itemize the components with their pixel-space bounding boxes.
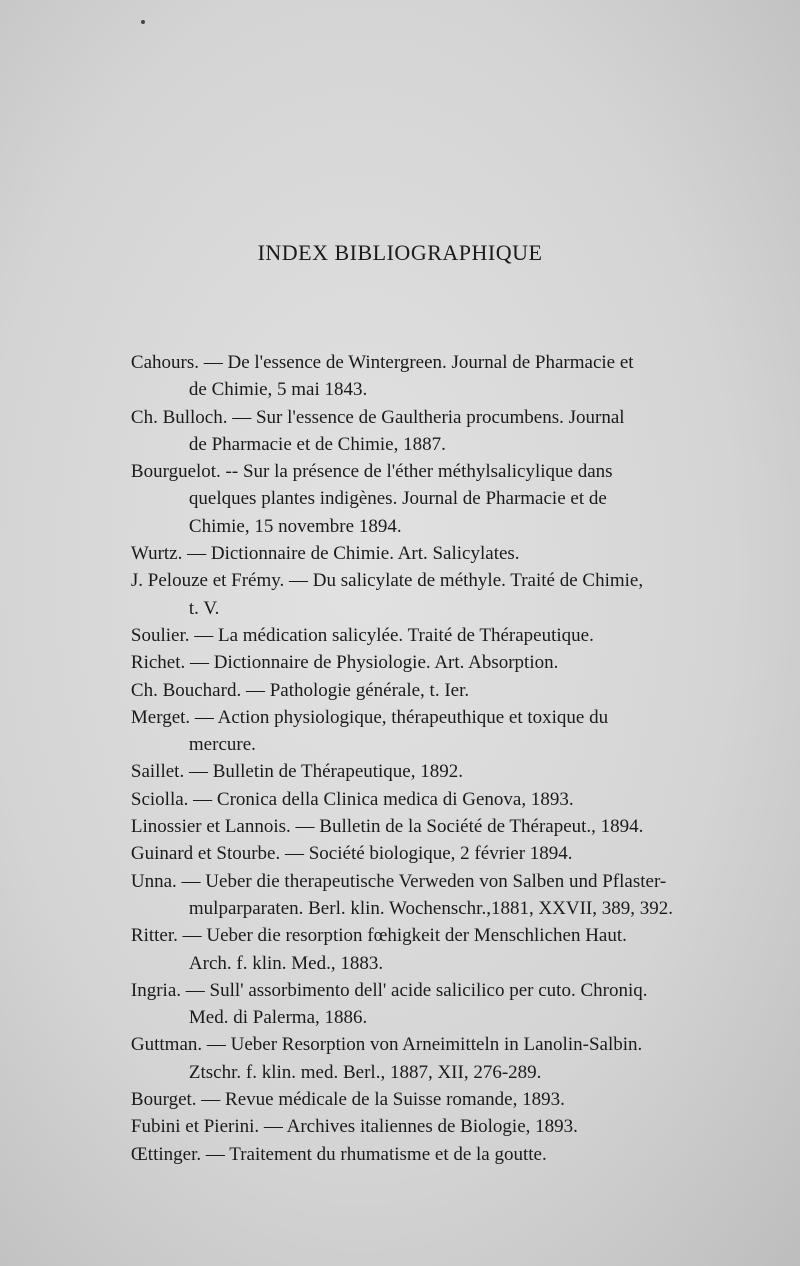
entry-line: Chimie, 15 novembre 1894. <box>188 515 402 537</box>
entry-line: de Pharmacie et de Chimie, 1887. <box>188 433 446 455</box>
entry-line: de Chimie, 5 mai 1843. <box>188 379 368 401</box>
entry-line: Arch. f. klin. Med., 1883. <box>188 952 384 974</box>
list-item <box>131 649 759 676</box>
entry-line: mulparparaten. Berl. klin. Wochenschr.,1881, XXVII, 389, 392. <box>188 897 674 919</box>
entry-line: quelques plantes indigènes. Journal de Pharmacie et de <box>188 488 607 510</box>
entry-line: Soulier. — La médication salicylée. Traité de Thérapeutique. <box>130 624 594 646</box>
entry-line: t. V. <box>188 597 220 619</box>
list-item <box>131 868 759 923</box>
entry-line: Œttinger. — Traitement du rhumatisme et de la goutte. <box>130 1143 547 1165</box>
entry-line: Med. di Palerma, 1886. <box>188 1007 368 1029</box>
list-item <box>131 977 759 1032</box>
list-item <box>131 786 759 813</box>
bibliography-list <box>131 349 759 1168</box>
entry-line: Unna. — Ueber die therapeutische Verweden von Salben und Pflaster- <box>130 870 667 892</box>
entry-line: Linossier et Lannois. — Bulletin de la Société de Thérapeut., 1894. <box>130 816 644 838</box>
entry-line: Bourguelot. -- Sur la présence de l'éther méthylsalicylique dans <box>130 461 613 483</box>
list-item <box>131 758 759 785</box>
entry-line: Wurtz. — Dictionnaire de Chimie. Art. Salicylates. <box>130 543 520 565</box>
entry-line: Sciolla. — Cronica della Clinica medica di Genova, 1893. <box>130 788 574 810</box>
list-item <box>131 840 759 867</box>
list-item <box>131 1031 759 1086</box>
entry-line: Cahours. — De l'essence de Wintergreen. Journal de Pharmacie et <box>130 352 634 373</box>
list-item <box>131 813 759 840</box>
entry-line: Ritter. — Ueber die resorption fœhigkeit der Menschlichen Haut. <box>130 925 627 947</box>
entry-line: Fubini et Pierini. — Archives italiennes de Biologie, 1893. <box>130 1116 578 1138</box>
list-item <box>131 540 759 567</box>
list-item <box>131 458 759 540</box>
list-item <box>131 1086 759 1113</box>
entry-line: mercure. <box>188 734 256 756</box>
entry-line: Ingria. — Sull' assorbimento dell' acide salicilico per cuto. Chroniq. <box>130 979 648 1001</box>
entry-line: Merget. — Action physiologique, thérapeuthique et toxique du <box>130 706 609 728</box>
entry-line: Guinard et Stourbe. — Société biologique, 2 février 1894. <box>130 843 573 865</box>
entry-line: Richet. — Dictionnaire de Physiologie. Art. Absorption. <box>130 652 559 674</box>
list-item <box>131 404 759 459</box>
entry-line: Saillet. — Bulletin de Thérapeutique, 1892. <box>130 761 463 783</box>
entry-line: Guttman. — Ueber Resorption von Arneimitteln in Lanolin-Salbin. <box>130 1034 643 1056</box>
entry-line: Bourget. — Revue médicale de la Suisse romande, 1893. <box>130 1089 565 1111</box>
entry-line: J. Pelouze et Frémy. — Du salicylate de méthyle. Traité de Chimie, <box>130 570 644 592</box>
entry-line: Ztschr. f. klin. med. Berl., 1887, XII, 276-289. <box>188 1061 542 1083</box>
list-item <box>131 622 759 649</box>
list-item <box>131 1141 759 1168</box>
list-item <box>131 704 759 759</box>
list-item <box>131 677 759 704</box>
page-heading: INDEX BIBLIOGRAPHIQUE <box>257 240 543 265</box>
entry-line: Ch. Bulloch. — Sur l'essence de Gaultheria procumbens. Journal <box>130 406 625 428</box>
list-item <box>131 349 759 404</box>
ink-speck <box>141 20 145 24</box>
list-item <box>131 567 759 622</box>
list-item <box>131 922 759 977</box>
entry-line: Ch. Bouchard. — Pathologie générale, t. Ier. <box>130 679 470 701</box>
list-item <box>131 1113 759 1140</box>
